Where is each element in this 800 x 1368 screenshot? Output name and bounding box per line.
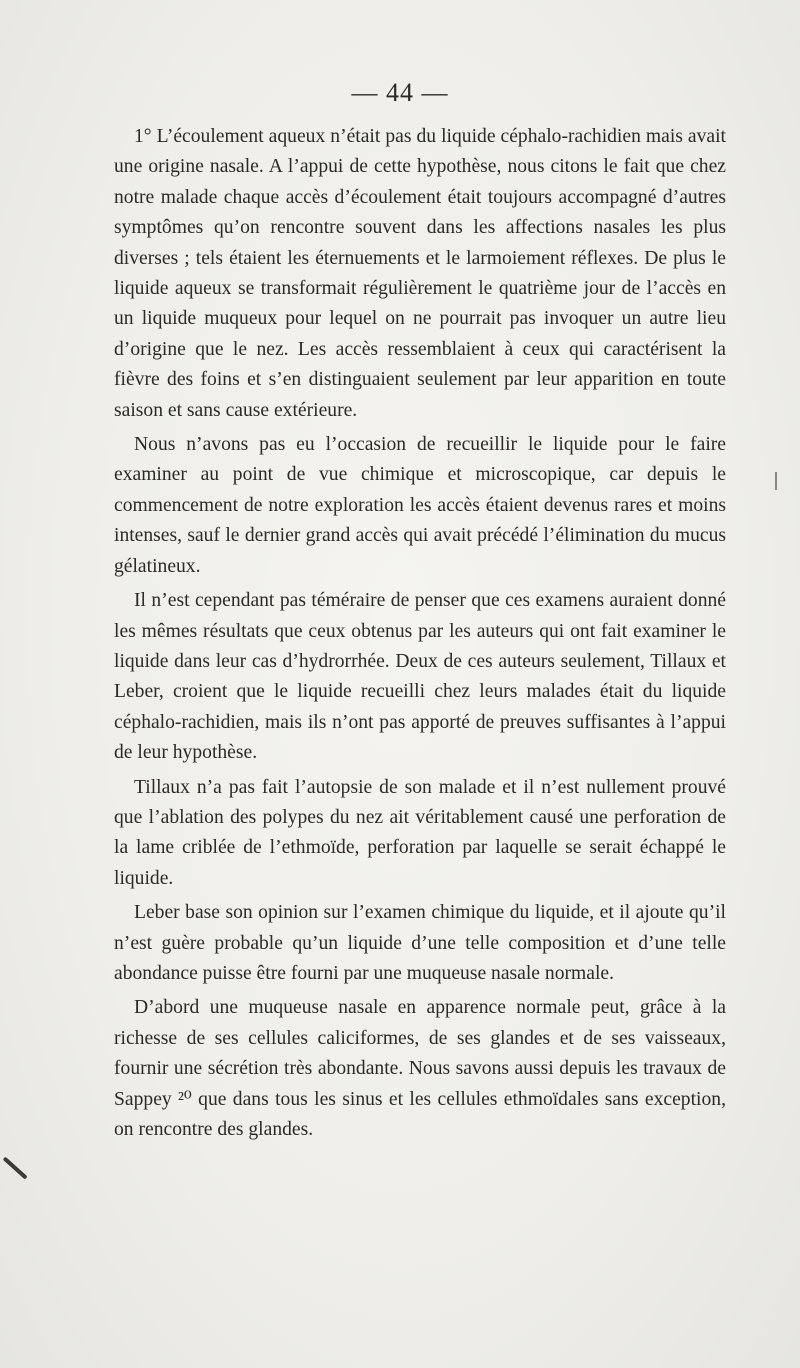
paragraph-4: Tillaux n’a pas fait l’autopsie de son malade et il n’est nullement prouvé que l’ablation des polypes du nez ait véritablement causé une perforation de la lame criblée de l’ethmoïde, perforation par laquelle se serait échappé le liquide. [114, 776, 726, 889]
margin-tick-mark [775, 472, 777, 490]
margin-pen-mark [3, 1157, 28, 1180]
paragraph-2: Nous n’avons pas eu l’occasion de recueillir le liquide pour le faire examiner au point de vue chimique et microscopique, car depuis le commencement de notre exploration les accès étaient devenus rares et moins intenses, sauf le dernier grand accès qui avait précédé l’élimination du mucus gélatineux. [114, 434, 726, 577]
page-number: — 44 — [351, 78, 449, 107]
body-text [114, 122, 726, 1149]
paragraph-1: 1° L’écoulement aqueux n’était pas du liquide céphalo-rachidien mais avait une origine nasale. A l’appui de cette hypothèse, nous citons le fait que chez notre malade chaque accès d’écoulement était toujours accompagné d’autres symptômes qu’on rencontre souvent dans les affections nasales les plus diverses ; tels étaient les éternuements et le larmoiement réflexes. De plus le liquide aqueux se transformait régulièrement le quatrième jour de l’accès en un liquide muqueux pour lequel on ne pourrait pas invoquer un autre lieu d’origine que le nez. Les accès ressemblaient à ceux qui caractérisent la fièvre des foins et s’en distinguaient seulement par leur apparition en toute saison et sans cause extérieure. [114, 126, 726, 421]
paragraph-3: Il n’est cependant pas téméraire de penser que ces examens auraient donné les mêmes résultats que ceux obtenus par les auteurs qui ont fait examiner le liquide dans leur cas d’hydrorrhée. Deux de ces auteurs seulement, Tillaux et Leber, croient que le liquide recueilli chez leurs malades était du liquide céphalo-rachidien, mais ils n’ont pas apporté de preuves suffisantes à l’appui de leur hypothèse. [114, 590, 726, 764]
paragraph-5: Leber base son opinion sur l’examen chimique du liquide, et il ajoute qu’il n’est guère probable qu’un liquide d’une telle composition et d’une telle abondance puisse être fourni par une muqueuse nasale normale. [114, 902, 726, 984]
paragraph-6: D’abord une muqueuse nasale en apparence normale peut, grâce à la richesse de ses cellules caliciformes, de ses glandes et de ses vaisseaux, fournir une sécrétion très abondante. Nous savons aussi depuis les travaux de Sappey ²⁰ que dans tous les sinus et les cellules ethmoïdales sans exception, on rencontre des glandes. [114, 997, 726, 1140]
